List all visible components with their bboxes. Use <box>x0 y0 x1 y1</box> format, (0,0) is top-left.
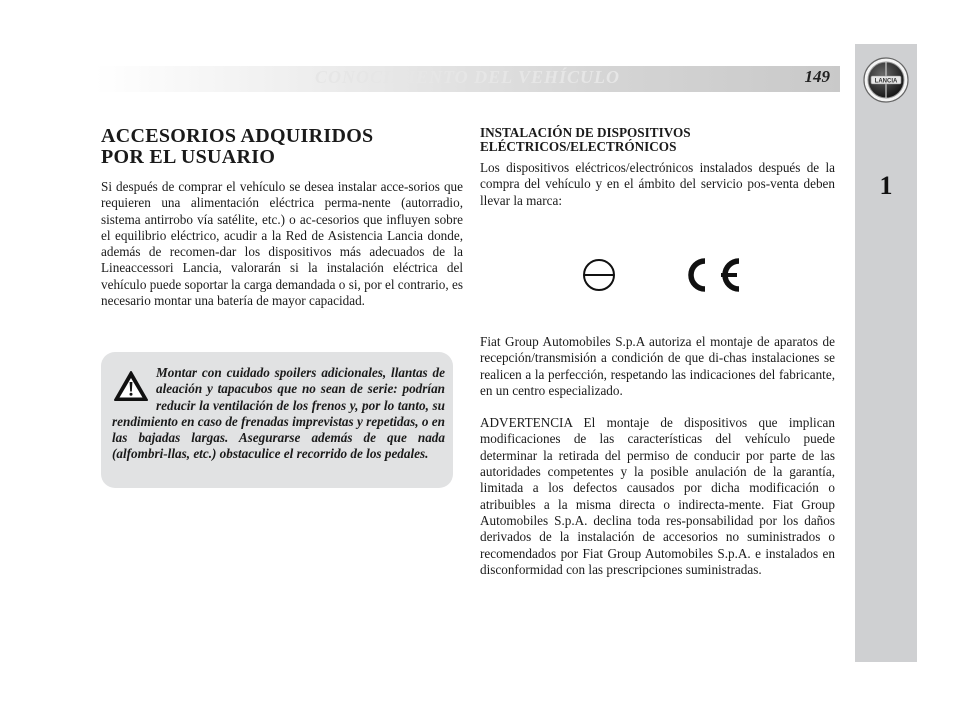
chapter-title: CONOCIMIENTO DEL VEHÍCULO <box>314 67 621 87</box>
lancia-logo-icon <box>863 57 909 103</box>
subsection-title <box>480 126 835 154</box>
chapter-number: 1 <box>879 171 893 200</box>
section-title <box>101 126 463 168</box>
warning-text: Montar con cuidado spoilers adicionales, llantas de aleación y tapacubos que no sean de serie: podrían reducir la ventilación de los frenos y, por lo tanto, su rendimiento en caso de frenadas imprevistas y repetidas, o en las bajadas largas. Asegurarse además de que nada (alfombri-llas, etc.) obstaculice el recorrido de los pedales. <box>112 365 445 462</box>
marking-paragraph: Los dispositivos eléctricos/electrónicos instalados después de la compra del vehículo y en el ámbito del servicio pos-venta deben llevar la marca: <box>480 160 835 208</box>
e-mark-icon <box>584 260 614 290</box>
page-header <box>95 66 840 92</box>
svg-text:LANCIA: LANCIA <box>874 78 898 85</box>
left-column <box>101 126 463 309</box>
warning-text-block <box>112 365 445 463</box>
warning-triangle-icon <box>113 370 149 402</box>
warning-box <box>101 352 453 488</box>
subsection-title-line2: ELÉCTRICOS/ELECTRÓNICOS <box>480 139 677 154</box>
right-column-lower <box>480 334 835 578</box>
chapter-side-tab <box>855 44 917 662</box>
certification-marks <box>575 255 745 295</box>
subsection-title-line1: INSTALACIÓN DE DISPOSITIVOS <box>480 125 691 140</box>
right-column <box>480 126 835 209</box>
section-title-line2: POR EL USUARIO <box>101 146 276 168</box>
section-title-line1: ACCESORIOS ADQUIRIDOS <box>101 125 374 147</box>
advertencia-paragraph: ADVERTENCIA El montaje de dispositivos que implican modificaciones de las características del vehículo puede determinar la retirada del permiso de conducir por parte de las autoridades competentes y la posible anulación de la garantía, limitada a los defectos causados por dicha modificación o atribuibles a la misma directa o indirecta-mente. Fiat Group Automobiles S.p.A. declina toda res-ponsabilidad por los daños derivados de la instalación de accesorios no suministrados o recomendados por Fiat Group Automobiles S.p.A. e instalados en disconformidad con las prescripciones suministradas. <box>480 415 835 577</box>
ce-mark-icon <box>691 261 739 289</box>
page-number: 149 <box>804 67 830 86</box>
intro-paragraph: Si después de comprar el vehículo se desea instalar acce-sorios que requieren una alimentación eléctrica perma-nente (autorradio, sistema antirrobo vía satélite, etc.) o ac-cesorios que influyen sobre el equilibrio eléctrico, acudir a la Red de Asistencia Lancia donde, además de recomen-dar los dispositivos más adecuados de la Lineaccessori Lancia, valorarán si la instalación eléctrica del vehículo puede soportar la carga demandada o si, por el contrario, es necesario montar una batería de mayor capacidad. <box>101 179 463 309</box>
authorization-paragraph: Fiat Group Automobiles S.p.A autoriza el montaje de aparatos de recepción/transmisión a condición de que di-chas instalaciones se realicen a la perfección, respetando las indicaciones del fabricante, en un centro especializado. <box>480 334 835 398</box>
